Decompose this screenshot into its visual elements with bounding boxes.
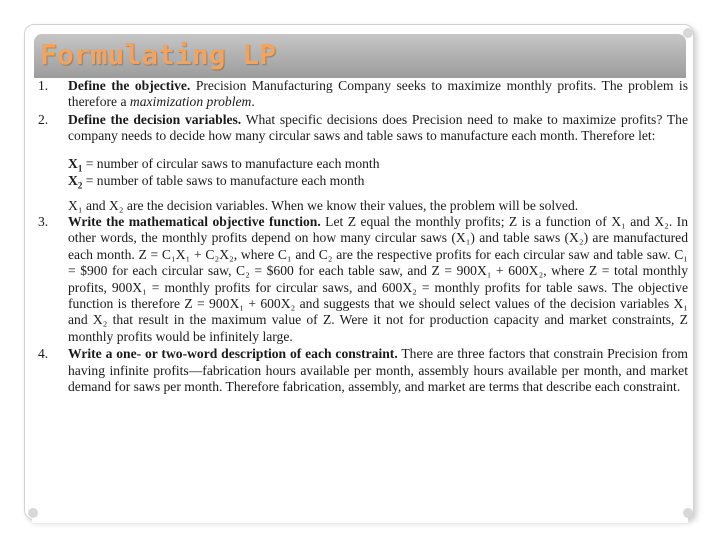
item-heading: Define the objective. [68,78,191,93]
slide-title: Formulating LP [40,38,277,71]
item-number: 1. [38,78,49,93]
item-text: What specific decisions does Precision need to make to maximize profits? The company needs to decide how many circular saws and table saws to manufacture each month. Therefore let: [68,111,688,144]
item-italic-text: maximization problem [129,94,252,110]
item-heading: Write the mathematical objective function. [68,214,321,230]
list-item-1 [32,78,688,111]
item-number: 4. [38,346,49,362]
item-number: 3. [38,214,49,230]
corner-decoration-bottom-left [28,508,38,518]
item-heading: Write a one- or two-word description of each constraint. [68,346,398,362]
list-item-2 [32,112,688,145]
list-item-3 [32,214,688,345]
definition-x1: $X_1$ = number of circular saws to manufacture each month [68,155,380,174]
list-item-4 [32,346,688,395]
corner-decoration-top-right [683,28,693,38]
slide-content [32,78,688,523]
corner-decoration-bottom-right [683,508,693,518]
item-text: Precision Manufacturing Company seeks to maximize monthly profits. The problem is therefore a [68,78,688,110]
decision-variables-note: X₁ and X₂ are the decision variables. When we know their values, the problem will be solved. [68,197,579,213]
variable-definitions [32,155,688,189]
definition-x2: $X_2$ = number of table saws to manufacture each month [68,172,365,191]
item-number: 2. [38,111,49,127]
item-text: Let Z equal the monthly profits; Z is a function of X₁ and X₂. In other words, the monthly profits depend on how many circular saws (X₁) and table saws (X₂) are manufactured each month. Z = C₁X₁ + C₂X₂, where C₁ and C₂ are the respective profits for each circular saw and table saw. C₁ = $900 for each circular saw, C₂ = $600 for each table saw, and Z = 900X₁ + 600X₂, where Z = total monthly profits, 900X₁ = monthly profits for circular saws, and 600X₂ = monthly profits for table saws. The objective function is therefore Z = 900X₁ + 600X₂ and suggests that we should select values of the decision variables X₁ and X₂ that result in the maximum value of Z. Were it not for production capacity and market constraints, Z monthly profits would be infinitely large. [68,214,688,344]
item-text-end: . [251,94,255,110]
item-text: There are three factors that constrain Precision from having infinite profits—fabrication hours available per month, assembly hours available per month, and market demand for saws per month. Therefore fabrication, assembly, and market are terms that describe each constraint. [68,346,688,395]
item-heading: Define the decision variables. [68,111,242,127]
